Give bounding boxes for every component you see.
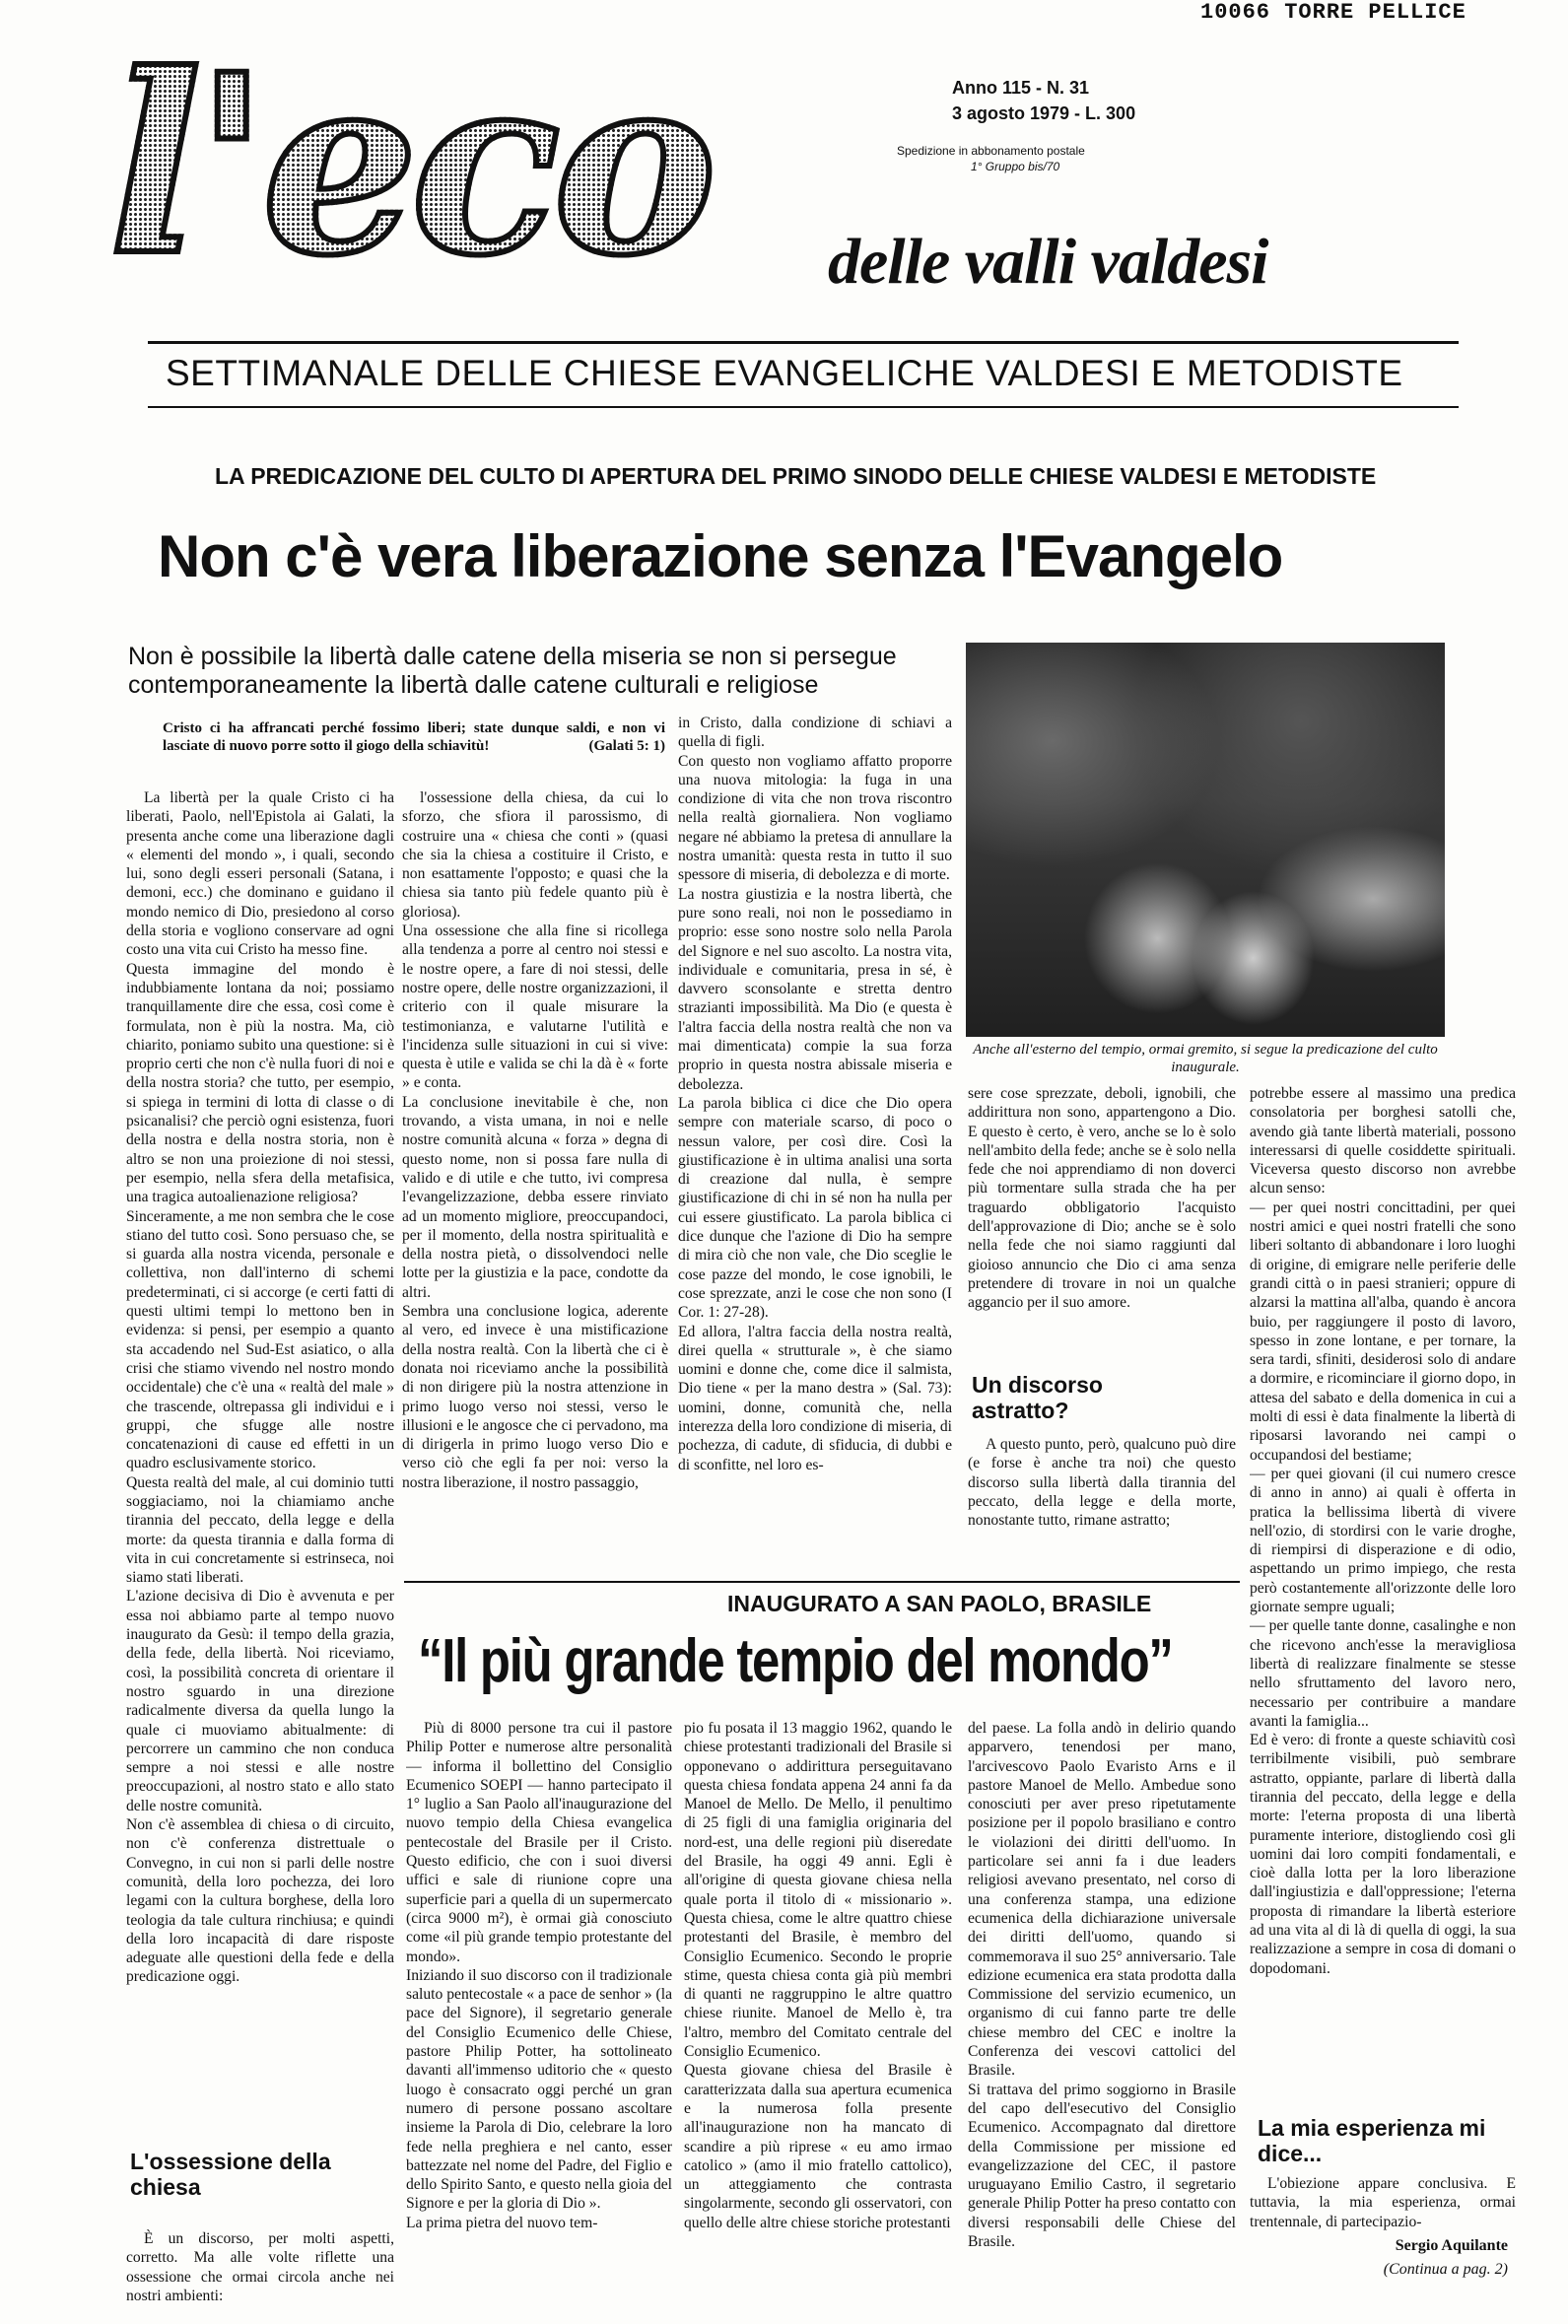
masthead-rule-top xyxy=(148,341,1459,344)
article-column-2 xyxy=(402,788,668,1577)
article-column-4b xyxy=(968,1435,1236,1573)
subhead-astratto: Un discorso astratto? xyxy=(972,1372,1103,1423)
masthead-rule-bottom xyxy=(148,406,1459,408)
column-text: La libertà per la quale Cristo ci ha liberati, Paolo, nell'Epistola ai Galati, la presenta anche come una liberazione dagli « elementi del mondo », i quali, secondo lui, sono degli esseri personali (Satana, i demoni, ecc.) che dominano e guidano il mondo nemico di Dio, presiedono al corso della storia e vogliono conservare ad ogni costo una vita cui Cristo ha messo fine. Questa immagine del mondo è indubbiamente lontana da noi; possiamo tranquillamente dire che essa, così come è formulata, non è più la nostra. Ma, ciò chiarito, poniamo subito una questione: si è proprio certi che non c'è nulla fuori di noi e della nostra storia? che tutto, per esempio, si spiega in termini di lotta di classe o di psicanalisi? che perciò ogni esistenza, fuori della nostra e della nostra storia, non è altro se non una proiezione di noi stessi, per esempio, nella sfera della metafisica, una tragica autoalienazione religiosa? Sinceramente, a me non sembra che le cose stiano del tutto così. Sono persuaso che, se si guarda alla nostra vicenda, personale e collettiva, non dall'interno di schemi predeterminati, ci si accorge (e certi fatti di questi ultimi tempi lo mettono ben in evidenza: si pensi, per esempio a quanto sta accadendo nel Sud-Est asiatico, o alla crisi che stiamo vivendo nel nostro mondo occidentale) che c'è una « realtà del male » che trascende, oltrepassa gli individui e i gruppi, che sfugge alle nostre concatenazioni di cause ed effetti in un quadro esclusivamente storico. Questa realtà del male, al cui dominio tutti soggiaciamo, noi la chiamiamo anche tirannia del peccato, della legge e della morte: da questa tirannia e dalla forma di vita in cui concretamente si estrinseca, noi siamo stati liberati. L'azione decisiva di Dio è avvenuta e per essa noi abbiamo parte al tempo nuovo inaugurato da Gesù: il tempo della grazia, della fede, della libertà. Noi riceviamo, così, la possibilità concreta di orientare il nostro sguardo in una direzione radicalmente diversa da quella lungo la quale ci muoviamo abitualmente: di percorrere un cammino che non conduca sempre a noi stessi e alle nostre preoccupazioni, al nostro stato e allo stato delle nostre comunità. Non c'è assemblea di chiesa o di circuito, non c'è conferenza distrettuale o Convegno, in cui non si parli delle nostre comunità, della loro pochezza, dei loro legami con la cultura borghese, della loro teologia da tale cultura rinchiusa; e quindi della loro incapacità di dare risposte adeguate alle questioni della fede e della predicazione oggi. xyxy=(126,789,394,1986)
subhead-ossessione: L'ossessione della chiesa xyxy=(130,2149,331,2200)
column-text: in Cristo, dalla condizione di schiavi a quella di figli. Con questo non vogliamo affatto proporre una nuova mitologia: la fuga in una condizione di vita che non trova riscontro nella realtà giornaliera. Non vogliamo negare né abbiamo la pretesa di annullare la nostra umanità: questa resta in tutto il suo spessore di miseria, di debolezza e di morte. La nostra giustizia e la nostra libertà, che pure sono reali, noi non le possediamo in proprio: esse sono nostre solo nella Parola del Signore e nel suo ascolto. La nostra vita, individuale e comunitaria, presa in sé, è davvero sconsolante e stretta dentro strazianti impossibilità. Ma Dio (e questa è l'altra faccia della nostra realtà che non va mai dimenticata) compie la sua forza proprio in questa nostra abissale miseria e debolezza. La parola biblica ci dice che Dio opera sempre con materiale scarso, di poco o nessun valore, per così dire. Così la giustificazione è in ultima analisi una sorta di creazione dal nulla, è sempre giustificazione di chi in sé non ha nulla per cui essere giustificato. La parola biblica ci dice dunque che l'azione di Dio ha sempre di mira ciò che non vale, che Dio sceglie le cose pazze del mondo, le cose ignobili, le cose sprezzate, anzi le cose che non sono (I Cor. 1: 27-28). Ed allora, l'altra faccia della nostra realtà, direi quella « strutturale », è che siamo uomini e donne che, come dice il salmista, Dio tiene « per la mano destra » (Sal. 73): uomini, donne, comunità che, nella interezza della loro condizione di miseria, di pochezza, di cadute, di sfiducia, di dubbi e di sconfitte, nel loro es- xyxy=(678,715,952,1473)
column-text: l'ossessione della chiesa, da cui lo sforzo, che sfiora il parossismo, di costruire una « chiesa che conti » (quasi che sia la chiesa a costituire il Cristo, e non esattamente l'opposto; e quasi che la chiesa sia tanto più fedele quanto più è gloriosa). Una ossessione che alla fine si ricollega alla tendenza a porre al centro noi stessi e le nostre opere, a fare di noi stessi, delle nostre opere, delle nostre organizzazioni, il criterio con il quale misurare la testimonianza, e valutarne l'utilità e l'incidenza sulle situazioni in cui si vive: questa è utile e valida se chi la dà è « forte » e conta. La conclusione inevitabile è che, non trovando, a vista umana, in noi e nelle nostre comunità alcuna « forza » degna di questo nome, non si possa fare nulla di valido e di utile e che tutto, ivi compresa l'evangelizzazione, debba essere rinviato ad un momento migliore, preoccupandoci, per il momento, della nostra spiritualità e della nostra pietà, o dissolvendoci nelle lotte per la giustizia e la pace, condotte da altri. Sembra una conclusione logica, aderente al vero, ed invece è una mistificazione della nostra realtà. Con la libertà che ci è donata noi riceviamo anche la possibilità di non dirigere più la nostra attenzione in primo luogo verso noi stessi, verso le illusioni e le angosce che ci pervadono, ma di dirigerla in primo luogo verso Dio e verso ciò che egli fa per noi: verso la nostra liberazione, il nostro passaggio, xyxy=(402,789,668,1491)
continued-note: (Continua a pag. 2) xyxy=(1383,2261,1508,2278)
subhead-esperienza: La mia esperienza mi dice... xyxy=(1258,2115,1486,2166)
article2-kicker: INAUGURATO A SAN PAOLO, BRASILE xyxy=(727,1591,1152,1616)
epigraph-text: Cristo ci ha affrancati perché fossimo liberi; state dunque saldi, e non vi lasciate di nuovo porre sotto il giogo della schiavitù! xyxy=(163,720,665,754)
column-text: sere cose sprezzate, deboli, ignobili, che addirittura non sono, appartengono a Dio. E questo è certo, è vero, anche se lo è solo nell'ambito della fede; anche se è solo nella fede che noi apprendiamo di non doverci più tormentare sulla strada che ha per traguardo obbligatorio l'acquisto dell'approvazione di Dio; anche se è solo nella fede che noi siamo raggiunti dal gioioso annuncio che Dio ci ama senza pretendere di trovare in noi un qualche aggancio per il suo amore. xyxy=(968,1085,1236,1312)
article-column-5 xyxy=(1250,1084,1516,2097)
issue-number: Anno 115 - N. 31 xyxy=(952,78,1090,98)
epigraph xyxy=(163,719,665,755)
article2-column-2 xyxy=(684,1719,952,2324)
article-column-3 xyxy=(678,714,952,1577)
epigraph-reference: (Galati 5: 1) xyxy=(588,738,665,754)
issue-date: 3 agosto 1979 - L. 300 xyxy=(952,103,1136,123)
author-signature: Sergio Aquilante xyxy=(1395,2237,1508,2254)
article-deck: Non è possibile la libertà dalle catene della miseria se non si persegue contemporaneamente la libertà dalle catene culturali e religiose xyxy=(128,643,897,699)
article-column-1-end xyxy=(126,2229,394,2324)
article-column-4 xyxy=(968,1084,1236,1362)
news-photo xyxy=(966,643,1445,1037)
article-headline: Non c'è vera liberazione senza l'Evangelo xyxy=(158,523,1283,589)
article-column-5-end xyxy=(1250,2174,1516,2233)
photo-caption: Anche all'esterno del tempio, ormai gremito, si segue la predicazione del culto inaugurale. xyxy=(973,1042,1438,1075)
masthead-logo xyxy=(108,20,710,309)
column-text: potrebbe essere al massimo una predica consolatoria per borghesi satolli che, avendo già tante libertà materiali, possono interessarsi di quelle cosiddette spirituali. Viceversa questo discorso non avrebbe alcun senso: — per quei nostri concittadini, per quei nostri amici e quei nostri fratelli che sono liberi soltanto di abbandonare i loro luoghi di origine, di emigrare nelle periferie delle grandi città o in paesi stranieri; oppure di alzarsi la mattina all'alba, quando è ancora buio, per raggiungere il posto di lavoro, spesso in zone lontane, e per tornare, la sera tardi, sfiniti, desiderosi solo di andare a dormire, e ricominciare il giorno dopo, in attesa del sabato e della domenica in cui a molti di essi è data finalmente la libertà di riposarsi lavorando nei campi o occupandosi del bestiame; — per quei giovani (il cui numero cresce di anno in anno) ai quali è offerta in pratica la bellissima libertà di vivere nell'ozio, di stordirsi con le varie droghe, di riempirsi di disperazione e di odio, aspettando un primo impiego, che resta però costantemente all'orizzonte delle loro giornate sempre uguali; — per quelle tante donne, casalinghe e non che ricevono anch'esse la meravigliosa libertà di realizzare finalmente se stesse nello sfruttamento del lavoro nero, necessario per contribuire a mandare avanti la famiglia... Ed è vero: di fronte a queste schiavitù così terribilmente visibili, può sembrare astratto, oppiante, parlare di libertà dalla tirannia del peccato, della legge e della morte: l'eterna proposta di una libertà puramente interiore, distogliendo così gli uomini dai loro compiti fondamentali, e cioè dalla lotta per la loro liberazione dall'ingiustizia e dall'oppressione; l'eterna proposta di rimandare la libertà esteriore ad una vita al di là di quella di oggi, la sua realizzazione a sempre in cosa di domani o dopodomani. xyxy=(1250,1085,1516,1977)
article-kicker: LA PREDICAZIONE DEL CULTO DI APERTURA DEL PRIMO SINODO DELLE CHIESE VALDESI E METODISTE xyxy=(215,463,1377,489)
article2-column-3 xyxy=(968,1719,1236,2324)
article-column-1 xyxy=(126,788,394,2163)
postal-line-2: 1° Gruppo bis/70 xyxy=(971,160,1060,173)
column-text: A questo punto, però, qualcuno può dire (e forse è anche tra noi) che questo discorso sulla libertà dalla tirannia del peccato, della legge e della morte, nonostante tutto, rimane astratto; xyxy=(968,1436,1236,1530)
column-text: pio fu posata il 13 maggio 1962, quando le chiese protestanti tradizionali del Brasile si opponevano o addirittura perseguitavano questa chiesa fondata appena 24 anni fa da Manoel de Mello. De Mello, il penultimo di 25 figli di una famiglia originaria del nord-est, una delle regioni più diseredate del Brasile, ha oggi 49 anni. Egli è all'origine di questa giovane chiesa nella quale porta il titolo di « missionario ». Questa chiesa, come le altre quattro chiese protestanti del Brasile, è membro del Consiglio Ecumenico. Secondo le proprie stime, questa chiesa conta già più membri di quanti ne raggruppino le altre quattro chiese riunite. Manoel de Mello è, tra l'altro, membro del Comitato centrale del Consiglio Ecumenico. Questa giovane chiesa del Brasile è caratterizzata dalla sua apertura ecumenica e la numerosa folla presente all'inaugurazione non ha mancato di scandire a più riprese « eu amo irmao catolico » (amo il mio fratello cattolico), un atteggiamento che contrasta singolarmente, secondo gli osservatori, con quello delle altre chiese storiche protestanti xyxy=(684,1720,952,2231)
address-stamp: 10066 TORRE PELLICE xyxy=(1200,0,1466,25)
masthead-logo-text: l'eco xyxy=(108,20,710,309)
column-text: È un discorso, per molti aspetti, corretto. Ma alle volte riflette una ossessione che ormai circola anche nei nostri ambienti: xyxy=(126,2230,394,2304)
postal-line-1: Spedizione in abbonamento postale xyxy=(897,144,1085,158)
masthead-name: delle valli valdesi xyxy=(828,226,1268,298)
column-text: Più di 8000 persone tra cui il pastore Philip Potter e numerose altre personalità — informa il bollettino del Consiglio Ecumenico SOEPI — hanno partecipato il 1° luglio a San Paolo all'inaugurazione del nuovo tempio della Chiesa evangelica pentecostale del Brasile per il Cristo. Questo edificio, che con i suoi diversi uffici e sale di riunione copre una superficie pari a quella di un supermercato (circa 9000 m²), è ormai già conosciuto come «il più grande tempio protestante del mondo». Iniziando il suo discorso con il tradizionale saluto pentecostale « a pace de senhor » (la pace del Signore), il segretario generale del Consiglio Ecumenico delle Chiese, pastore Philip Potter, ha sottolineato davanti all'immenso uditorio che « questo luogo è consacrato oggi perché un gran numero di persone possano ascoltare insieme la Parola di Dio, celebrare la loro fede nella preghiera e nel canto, esser battezzate nel nome del Padre, del Figlio e dello Spirito Santo, e questo nella gioia del Signore e per la gloria di Dio ». La prima pietra del nuovo tem- xyxy=(406,1720,672,2231)
article2-headline: “Il più grande tempio del mondo” xyxy=(418,1627,1173,1695)
masthead-tagline: SETTIMANALE DELLE CHIESE EVANGELICHE VALDESI E METODISTE xyxy=(166,353,1403,393)
column-text: del paese. La folla andò in delirio quando apparvero, tenendosi per mano, l'arcivescovo Paolo Evaristo Arns e il pastore Manoel de Mello. Ambedue sono conosciuti per aver preso ripetutamente posizione per il popolo brasiliano e contro le violazioni dei diritti dell'uomo. In particolare sei anni fa i due leaders religiosi avevano presentato, nel corso di una conferenza stampa, una edizione ecumenica della dichiarazione universale dei diritti dell'uomo, quando si commemorava il suo 25° anniversario. Tale edizione ecumenica era stata prodotta dalla Commissione del servizio ecumenico, un organismo di cui fanno parte tre delle chiese membro del CEC e inoltre la Conferenza dei vescovi cattolici del Brasile. Si trattava del primo soggiorno in Brasile del capo dell'esecutivo del Consiglio Ecumenico. Accompagnato dal direttore della Commissione per missione ed evangelizzazione del CEC, il pastore uruguayano Emilio Castro, il segretario generale Philip Potter ha preso contatto con diversi responsabili delle Chiese del Brasile. xyxy=(968,1720,1236,2251)
article2-column-1 xyxy=(406,1719,672,2324)
column-text: L'obiezione appare conclusiva. E tuttavia, la mia esperienza, ormai trentennale, di partecipazio- xyxy=(1250,2175,1516,2230)
article2-rule xyxy=(404,1581,1240,1583)
